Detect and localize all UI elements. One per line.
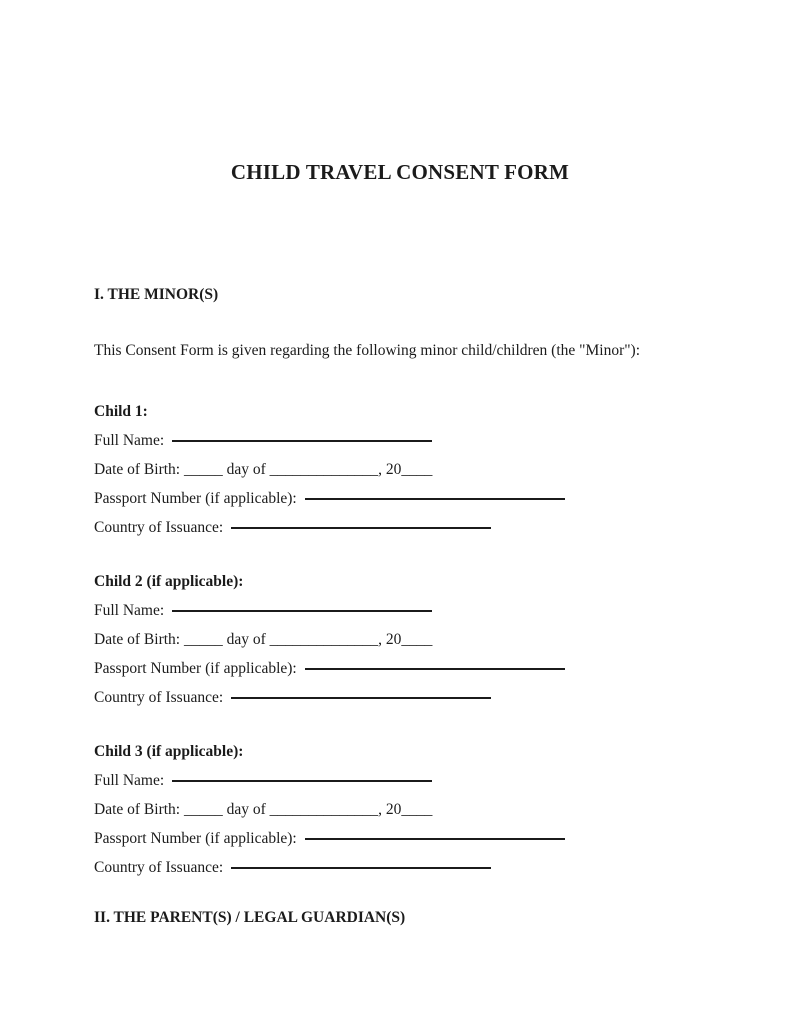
full-name-blank [172,780,432,782]
child-2-full-name-row [94,596,706,625]
full-name-label: Full Name: [94,772,165,789]
passport-label: Passport Number (if applicable): [94,490,297,507]
child-3-full-name-row [94,766,706,795]
passport-label: Passport Number (if applicable): [94,830,297,847]
document-title: CHILD TRAVEL CONSENT FORM [230,160,570,184]
date-of-birth-label: Date of Birth: _____ day of ______________, 20____ [94,461,433,478]
child-1-block [94,397,706,542]
child-2-block [94,567,706,712]
country-label: Country of Issuance: [94,689,224,706]
intro-paragraph: This Consent Form is given regarding the following minor child/children (the "Minor"): [94,342,641,359]
full-name-label: Full Name: [94,432,165,449]
full-name-blank [172,610,432,612]
passport-blank [305,668,565,670]
full-name-label: Full Name: [94,602,165,619]
section-heading-minors: I. THE MINOR(S) [94,286,219,303]
child-1-full-name-row [94,426,706,455]
passport-blank [305,498,565,500]
country-blank [231,867,491,869]
child-1-passport-row [94,484,706,513]
country-label: Country of Issuance: [94,519,224,536]
country-label: Country of Issuance: [94,859,224,876]
child-3-date-of-birth-row [94,795,706,824]
child-2-date-of-birth-row [94,625,706,654]
country-blank [231,697,491,699]
child-3-country-row [94,853,706,882]
child-1-heading: Child 1: [94,403,148,420]
full-name-blank [172,440,432,442]
child-1-country-row [94,513,706,542]
child-2-passport-row [94,654,706,683]
child-3-heading: Child 3 (if applicable): [94,743,244,760]
passport-blank [305,838,565,840]
section-heading-guardians: II. THE PARENT(S) / LEGAL GUARDIAN(S) [94,909,406,926]
passport-label: Passport Number (if applicable): [94,660,297,677]
child-3-block [94,737,706,882]
child-3-passport-row [94,824,706,853]
date-of-birth-label: Date of Birth: _____ day of ______________, 20____ [94,801,433,818]
child-1-date-of-birth-row [94,455,706,484]
date-of-birth-label: Date of Birth: _____ day of ______________, 20____ [94,631,433,648]
child-2-heading: Child 2 (if applicable): [94,573,244,590]
country-blank [231,527,491,529]
child-2-country-row [94,683,706,712]
